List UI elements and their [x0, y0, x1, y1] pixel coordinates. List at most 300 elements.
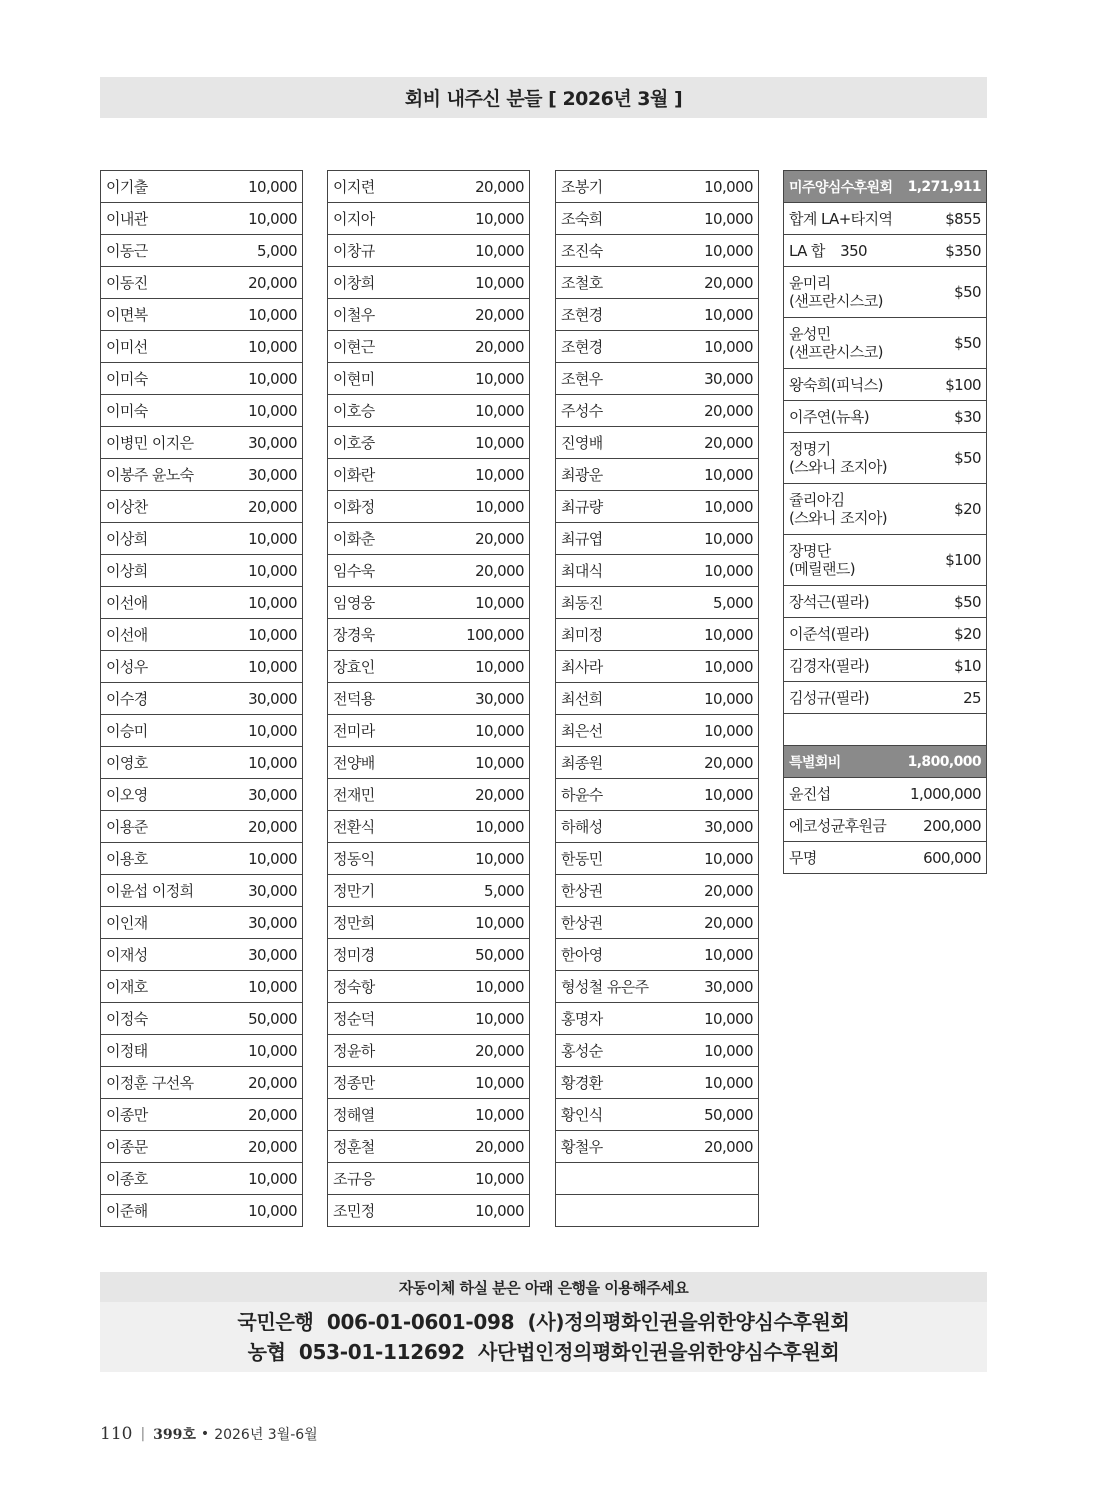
us-donor-name: 김성규(필라): [789, 689, 869, 707]
us-donor-name: 윤성민: [789, 325, 831, 343]
donor-name: 이종만: [101, 1099, 202, 1131]
table-row: [101, 715, 303, 747]
donor-amount: 10,000: [202, 363, 303, 395]
donor-amount: 10,000: [429, 427, 530, 459]
donor-name: 최은선: [556, 715, 658, 747]
special-donor-amount: 200,000: [885, 810, 987, 842]
table-row: [101, 235, 303, 267]
donor-name: 조봉기: [556, 171, 658, 203]
table-row: [556, 1195, 759, 1227]
table-row: [101, 843, 303, 875]
table-row: [328, 331, 530, 363]
donor-amount: 10,000: [657, 459, 759, 491]
donor-amount: 10,000: [657, 619, 759, 651]
donor-amount: 10,000: [202, 747, 303, 779]
us-donor-name: 장석근(필라): [789, 593, 869, 611]
table-row: [556, 427, 759, 459]
table-row: [101, 459, 303, 491]
table-row: [556, 267, 759, 299]
donor-name: 최미정: [556, 619, 658, 651]
table-row: [556, 395, 759, 427]
donor-name: 임영웅: [328, 587, 429, 619]
table-row: [328, 203, 530, 235]
donor-amount: 10,000: [657, 203, 759, 235]
donor-amount: 10,000: [202, 555, 303, 587]
table-row: [101, 331, 303, 363]
donor-name: 이준해: [101, 1195, 202, 1227]
donor-name: 최종원: [556, 747, 658, 779]
table-row: [328, 651, 530, 683]
table-row: [101, 587, 303, 619]
table-row: [328, 811, 530, 843]
donor-name: 이용호: [101, 843, 202, 875]
donor-name: 이지련: [328, 171, 429, 203]
donor-amount: 10,000: [657, 491, 759, 523]
donor-name: 이종문: [101, 1131, 202, 1163]
donor-name: 황인식: [556, 1099, 658, 1131]
donor-amount: 20,000: [429, 331, 530, 363]
donor-amount: 20,000: [657, 427, 759, 459]
table-row: [101, 811, 303, 843]
table-row: [556, 1163, 759, 1195]
donor-amount: 20,000: [657, 395, 759, 427]
table-row: [101, 1099, 303, 1131]
donor-amount: 10,000: [429, 811, 530, 843]
donor-amount: 10,000: [429, 267, 530, 299]
table-row: [328, 907, 530, 939]
donor-name: 이수경: [101, 683, 202, 715]
donor-amount: 10,000: [202, 395, 303, 427]
us-donor-row: [784, 267, 987, 318]
special-header: [784, 746, 987, 778]
donor-amount: [657, 1163, 759, 1195]
donor-amount: 30,000: [657, 811, 759, 843]
donor-amount: 10,000: [202, 971, 303, 1003]
table-row: [556, 491, 759, 523]
la-label: LA 합: [789, 242, 825, 260]
us-donor-name: 이준석(필라): [789, 625, 869, 643]
donor-amount: 10,000: [657, 715, 759, 747]
table-row: [101, 619, 303, 651]
donor-amount: 20,000: [429, 1035, 530, 1067]
us-donor-name: 왕숙희(피닉스): [789, 376, 883, 394]
table-row: [101, 1003, 303, 1035]
table-row: [556, 1067, 759, 1099]
us-donor-amount: 25: [885, 682, 987, 714]
table-row: [101, 1131, 303, 1163]
table-row: [328, 587, 530, 619]
donor-name: 임수욱: [328, 555, 429, 587]
special-row: [784, 842, 987, 874]
donor-amount: 10,000: [429, 491, 530, 523]
us-donor-name: 정명기: [789, 440, 831, 458]
donor-name: 전환식: [328, 811, 429, 843]
donor-amount: 30,000: [202, 907, 303, 939]
donor-name: 최광운: [556, 459, 658, 491]
table-row: [556, 843, 759, 875]
donor-name: 최사라: [556, 651, 658, 683]
table-row: [328, 875, 530, 907]
table-row: [556, 1131, 759, 1163]
donor-amount: 10,000: [657, 171, 759, 203]
us-donor-row: [784, 586, 987, 618]
table-row: [328, 1035, 530, 1067]
donor-amount: 10,000: [429, 971, 530, 1003]
donor-amount: 10,000: [202, 587, 303, 619]
table-row: [101, 171, 303, 203]
donor-name: [556, 1163, 658, 1195]
table-row: [101, 267, 303, 299]
table-row: [556, 555, 759, 587]
donor-name: 이인재: [101, 907, 202, 939]
table-row: [556, 459, 759, 491]
donor-amount: 10,000: [657, 683, 759, 715]
table-row: [328, 523, 530, 555]
donor-amount: 10,000: [429, 235, 530, 267]
table-row: [328, 683, 530, 715]
table-row: [101, 907, 303, 939]
table-row: [328, 1131, 530, 1163]
donor-name: 정훈철: [328, 1131, 429, 1163]
donor-name: 이미선: [101, 331, 202, 363]
us-donor-location: (메릴랜드): [789, 560, 856, 578]
donor-amount: 10,000: [657, 1035, 759, 1067]
donor-name: 하해성: [556, 811, 658, 843]
donor-name: 조진숙: [556, 235, 658, 267]
donor-amount: 20,000: [202, 1099, 303, 1131]
us-donor-location: (샌프란시스코): [789, 292, 883, 310]
donor-name: 이성우: [101, 651, 202, 683]
table-row: [328, 939, 530, 971]
table-row: [556, 715, 759, 747]
donor-amount: 10,000: [202, 171, 303, 203]
us-donor-name: 장명단: [789, 542, 831, 560]
donor-name: 이정훈 구선옥: [101, 1067, 202, 1099]
table-row: [556, 619, 759, 651]
donor-name: 이내관: [101, 203, 202, 235]
us-committee-header: [784, 171, 987, 203]
donor-name: 이동근: [101, 235, 202, 267]
table-row: [101, 427, 303, 459]
donor-name: 조민정: [328, 1195, 429, 1227]
table-row: [101, 1163, 303, 1195]
table-row: [101, 491, 303, 523]
donor-name: 이동진: [101, 267, 202, 299]
special-donor-amount: 600,000: [885, 842, 987, 874]
table-row: [556, 1099, 759, 1131]
table-row: [101, 683, 303, 715]
us-donor-amount: $100: [885, 369, 987, 401]
table-row: [101, 1067, 303, 1099]
donor-name: 진영배: [556, 427, 658, 459]
special-donor-amount: 1,000,000: [885, 778, 987, 810]
donor-name: 최동진: [556, 587, 658, 619]
donor-name: 이지아: [328, 203, 429, 235]
donor-name: 형성철 유은주: [556, 971, 658, 1003]
donor-amount: 10,000: [429, 459, 530, 491]
footer-divider: |: [140, 1426, 146, 1442]
us-donor-name: 이주연(뉴욕): [789, 408, 869, 426]
donor-amount: 20,000: [429, 1131, 530, 1163]
donor-name: 이선애: [101, 587, 202, 619]
donor-amount: 10,000: [657, 299, 759, 331]
donor-name: 이호중: [328, 427, 429, 459]
donor-amount: 10,000: [429, 1163, 530, 1195]
donor-name: 이미숙: [101, 395, 202, 427]
table-row: [328, 267, 530, 299]
us-donor-amount: $50: [885, 267, 987, 318]
table-row: [556, 907, 759, 939]
table-row: [328, 843, 530, 875]
donor-name: 이철우: [328, 299, 429, 331]
donor-amount: 10,000: [657, 843, 759, 875]
special-donor-name: 에코성균후원금: [784, 810, 886, 842]
donor-amount: 30,000: [202, 939, 303, 971]
page-title: 회비 내주신 분들 [ 2026년 3월 ]: [100, 77, 987, 118]
table-row: [328, 459, 530, 491]
donor-amount: 30,000: [202, 779, 303, 811]
table-row: [101, 939, 303, 971]
donor-name: 최규량: [556, 491, 658, 523]
donor-amount: 5,000: [429, 875, 530, 907]
donor-amount: 30,000: [202, 683, 303, 715]
table-row: [556, 747, 759, 779]
bank-line-kookmin: 국민은행 006-01-0601-098 (사)정의평화인권을위한양심수후원회: [237, 1310, 850, 1334]
donor-amount: 20,000: [429, 171, 530, 203]
donor-amount: 10,000: [429, 1195, 530, 1227]
donor-name: 이현근: [328, 331, 429, 363]
donor-name: 이영호: [101, 747, 202, 779]
table-row: [101, 203, 303, 235]
table-row: [328, 427, 530, 459]
donor-amount: 30,000: [429, 683, 530, 715]
donor-name: [556, 1195, 658, 1227]
donor-name: 정미경: [328, 939, 429, 971]
donor-amount: 10,000: [202, 715, 303, 747]
donor-name: 이상희: [101, 555, 202, 587]
donor-amount: 10,000: [202, 523, 303, 555]
table-row: [556, 875, 759, 907]
donor-name: 홍명자: [556, 1003, 658, 1035]
issue-number: 399호: [153, 1427, 196, 1443]
donor-amount: 20,000: [657, 875, 759, 907]
donor-amount: 10,000: [429, 1067, 530, 1099]
donor-name: 이정숙: [101, 1003, 202, 1035]
us-donor-name: 김경자(필라): [789, 657, 869, 675]
table-row: [556, 235, 759, 267]
donor-amount: 20,000: [202, 491, 303, 523]
us-donor-row: [784, 484, 987, 535]
table-row: [556, 1003, 759, 1035]
donor-name: 이정태: [101, 1035, 202, 1067]
table-row: [101, 971, 303, 1003]
table-row: [328, 235, 530, 267]
page-footer: [100, 1424, 318, 1444]
us-donor-row: [784, 401, 987, 433]
donor-name: 전재민: [328, 779, 429, 811]
donor-name: 정종만: [328, 1067, 429, 1099]
table-row: [101, 299, 303, 331]
table-row: [556, 363, 759, 395]
donor-amount: 10,000: [202, 843, 303, 875]
donor-amount: 10,000: [202, 651, 303, 683]
bank-info: [100, 1302, 987, 1372]
donor-name: 이병민 이지은: [101, 427, 202, 459]
la-count: 350: [840, 242, 867, 260]
donor-amount: 20,000: [429, 299, 530, 331]
donor-name: 장경욱: [328, 619, 429, 651]
donor-name: 이창규: [328, 235, 429, 267]
donor-name: 이호승: [328, 395, 429, 427]
donor-name: 조숙희: [556, 203, 658, 235]
donor-table-2: [327, 170, 530, 1227]
us-donor-row: [784, 433, 987, 484]
donor-name: 조현경: [556, 299, 658, 331]
table-row: [328, 1099, 530, 1131]
table-row: [101, 651, 303, 683]
us-donor-amount: $50: [885, 433, 987, 484]
donor-name: 이화춘: [328, 523, 429, 555]
special-name: 특별회비: [784, 746, 886, 778]
donor-name: 조현경: [556, 331, 658, 363]
donor-amount: 20,000: [202, 1131, 303, 1163]
donor-name: 최대식: [556, 555, 658, 587]
table-row: [556, 331, 759, 363]
table-row: [328, 363, 530, 395]
donor-name: 정만희: [328, 907, 429, 939]
table-row: [101, 747, 303, 779]
donor-amount: 5,000: [202, 235, 303, 267]
donor-name: 조규응: [328, 1163, 429, 1195]
bank-heading: 자동이체 하실 분은 아래 은행을 이용해주세요: [100, 1272, 987, 1302]
donor-name: 한아영: [556, 939, 658, 971]
donor-amount: 30,000: [202, 875, 303, 907]
table-row: [556, 779, 759, 811]
donor-name: 이종호: [101, 1163, 202, 1195]
donor-amount: 10,000: [657, 651, 759, 683]
donor-table-1: [100, 170, 303, 1227]
donor-name: 정순덕: [328, 1003, 429, 1035]
special-donor-name: 윤진섭: [784, 778, 886, 810]
donor-name: 정숙항: [328, 971, 429, 1003]
issue-period: 2026년 3월-6월: [214, 1427, 318, 1443]
donor-name: 전덕용: [328, 683, 429, 715]
us-donor-amount: $20: [885, 484, 987, 535]
donor-amount: 20,000: [429, 555, 530, 587]
table-row: [328, 1163, 530, 1195]
special-donor-name: 무명: [784, 842, 886, 874]
table-row: [101, 555, 303, 587]
donor-name: 이윤섭 이정희: [101, 875, 202, 907]
donor-name: 이재성: [101, 939, 202, 971]
us-donor-amount: $10: [885, 650, 987, 682]
donor-amount: 10,000: [202, 1195, 303, 1227]
us-committee-total: 1,271,911: [885, 171, 987, 203]
table-row: [556, 811, 759, 843]
donor-amount: 10,000: [657, 779, 759, 811]
donor-amount: 10,000: [429, 363, 530, 395]
donor-name: 최선희: [556, 683, 658, 715]
donor-name: 이미숙: [101, 363, 202, 395]
donor-amount: 10,000: [429, 747, 530, 779]
footer-dot: •: [200, 1426, 210, 1442]
donor-name: 정동익: [328, 843, 429, 875]
donor-amount: 100,000: [429, 619, 530, 651]
donor-name: 정윤하: [328, 1035, 429, 1067]
donor-amount: 30,000: [657, 971, 759, 1003]
blank-row: [784, 714, 987, 746]
table-row: [328, 619, 530, 651]
us-total-label: 합계 LA+타지역: [784, 203, 886, 235]
donor-amount: 10,000: [202, 203, 303, 235]
donor-amount: 20,000: [202, 1067, 303, 1099]
table-row: [556, 683, 759, 715]
table-row: [101, 363, 303, 395]
donor-amount: 10,000: [657, 939, 759, 971]
us-donor-location: (스와니 조지아): [789, 458, 888, 476]
table-row: [556, 939, 759, 971]
donor-name: 전양배: [328, 747, 429, 779]
table-row: [556, 651, 759, 683]
special-row: [784, 778, 987, 810]
us-donor-amount: $50: [885, 318, 987, 369]
donor-amount: 10,000: [657, 331, 759, 363]
donor-amount: 10,000: [429, 1003, 530, 1035]
donor-name: 이용준: [101, 811, 202, 843]
donor-name: 이선애: [101, 619, 202, 651]
donor-amount: 10,000: [657, 555, 759, 587]
special-total: 1,800,000: [885, 746, 987, 778]
donor-amount: 10,000: [657, 1067, 759, 1099]
donor-name: 황경환: [556, 1067, 658, 1099]
table-row: [556, 523, 759, 555]
donor-amount: 50,000: [657, 1099, 759, 1131]
table-row: [328, 971, 530, 1003]
donor-amount: 10,000: [202, 1163, 303, 1195]
us-committee-name: 미주양심수후원회: [784, 171, 886, 203]
table-row: [556, 203, 759, 235]
donor-name: 조철호: [556, 267, 658, 299]
table-row: [328, 1195, 530, 1227]
donor-name: 전미라: [328, 715, 429, 747]
table-row: [328, 491, 530, 523]
donor-name: 이기출: [101, 171, 202, 203]
donor-name: 황철우: [556, 1131, 658, 1163]
us-donor-amount: $50: [885, 586, 987, 618]
table-row: [101, 779, 303, 811]
donor-name: 정해열: [328, 1099, 429, 1131]
donor-name: 조현우: [556, 363, 658, 395]
donor-amount: 20,000: [202, 811, 303, 843]
la-value: $350: [885, 235, 987, 267]
donor-name: 이재호: [101, 971, 202, 1003]
donor-name: 이상희: [101, 523, 202, 555]
us-donor-row: [784, 369, 987, 401]
table-row: [101, 1195, 303, 1227]
donor-amount: 50,000: [429, 939, 530, 971]
table-row: [328, 747, 530, 779]
donor-amount: 20,000: [429, 779, 530, 811]
table-row: [556, 1035, 759, 1067]
donor-name: 한동민: [556, 843, 658, 875]
us-donor-location: (샌프란시스코): [789, 343, 883, 361]
donor-name: 이상찬: [101, 491, 202, 523]
table-row: [101, 875, 303, 907]
donor-amount: 20,000: [657, 267, 759, 299]
donor-amount: 20,000: [657, 1131, 759, 1163]
table-row: [328, 555, 530, 587]
us-donor-amount: $20: [885, 618, 987, 650]
